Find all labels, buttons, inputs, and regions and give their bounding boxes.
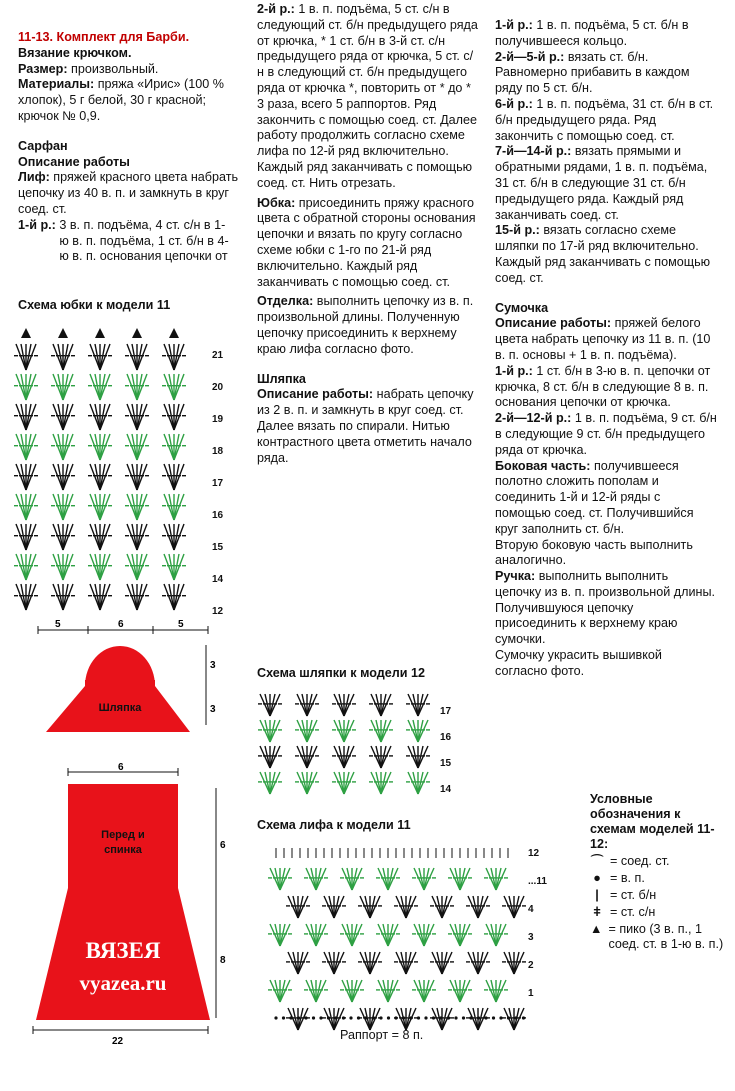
stitch-fan [14,584,38,610]
chain-dot [477,1016,480,1019]
row-number: 16 [440,732,452,743]
dress-dim-top: 6 [118,762,124,773]
stitch-fan [466,896,490,918]
stitch-fan [322,952,346,974]
stitch-fan [88,404,112,430]
stitch-fan [125,434,149,460]
chain-dot [334,1016,337,1019]
hat-work-label: Описание работы: [257,387,374,402]
hat-row1-text: 1 в. п. подъёма, 5 ст. б/н в получившееся кольцо. [495,18,689,48]
chain-dot [319,1016,322,1019]
legend-items [590,854,725,952]
row-number: 18 [212,446,224,457]
row-number: 17 [212,478,224,489]
bag-row1-label: 1-й р.: [495,363,533,378]
bag-handle-text: выполнить выполнить цепочку из в. п. произвольной длины. Получившуюся цепочку присоединить к верхнему краю сумочки. [495,569,715,647]
legend-text: = в. п. [610,871,645,885]
chain-dot [499,1016,502,1019]
legend-symbol-icon: ǂ [593,905,601,919]
sarafan-title: Сарфан [18,138,68,153]
stitch-fan [484,980,508,1002]
trim-text: выполнить цепочку из в. п. произвольной длины. Полученную цепочку присоединить к верхнему краю лифа согласно фото. [257,294,474,356]
row1-label: 1-й р.: [18,217,56,232]
chain-dot [492,1016,495,1019]
chain-dot [297,1016,300,1019]
stitch-fan [88,494,112,520]
stitch-fan [358,896,382,918]
row-number: 4 [528,904,534,915]
skirt-text: присоединить пряжу красного цвета с обратной стороны основания цепочки и вязать по кругу согласно схеме юбки с 1-го по 21-й ряд включительно. Каждый ряд заканчивать с помощью соед. ст. [257,195,476,289]
stitch-fan [268,980,292,1002]
stitch-fan [51,524,75,550]
chain-dot [484,1016,487,1019]
size-label: Размер: [18,61,68,76]
legend-item [590,888,725,903]
hat-row6-text: 1 в. п. подъёма, 31 ст. б/н в ст. б/н предыдущего ряда. Ряд закончить с помощью соед. ст. [495,96,714,143]
stitch-fan [268,868,292,890]
stitch-fan [162,464,186,490]
chain-dot [289,1016,292,1019]
stitch-fan [430,952,454,974]
hat-title: Шляпка [257,371,306,386]
stitch-fan [369,694,393,716]
stitch-fan [125,404,149,430]
stitch-fan [394,1008,418,1030]
stitch-fan [394,952,418,974]
legend [590,792,725,952]
stitch-fan [358,1008,382,1030]
chain-dot [447,1016,450,1019]
watermark-title: ВЯЗЕЯ [85,938,161,963]
materials-value: пряжа «Ирис» (100 % хлопок), 5 г белой, 30 г красной; крючок № 0,9. [18,77,224,123]
liff-label: Лиф: [18,170,50,185]
chain-dot [507,1016,510,1019]
legend-item [590,905,725,920]
stitch-fan [295,772,319,794]
row-number: 16 [212,510,224,521]
stitch-fan [369,720,393,742]
row-number: 12 [528,848,540,859]
stitch-fan [406,772,430,794]
bag-side-text: получившееся полотно сложить пополам и соединить 1-й и 12-й ряды с помощью соед. ст. Получившийся круг заполнить ст. б/н. [495,458,694,536]
bag-work-text: пряжей белого цвета набрать цепочку из 11 в. п. (10 в. п. основы + 1 в. п. подъёма). [495,316,711,362]
stitch-fan [412,868,436,890]
hat-label: Шляпка [98,702,142,714]
stitch-fan [322,896,346,918]
size-value: произвольный. [71,61,159,76]
stitch-fan [358,952,382,974]
stitch-fan [258,746,282,768]
hat-row714-text: вязать прямыми и обратными рядами, 1 в. п. подъёма, 31 ст. б/н в следующие 31 ст. б/н предыдущего ряда. Каждый ряд заканчивать соед. ст. [495,144,708,222]
stitch-fan [14,404,38,430]
stitch-fan [51,494,75,520]
stitch-fan [502,896,526,918]
row-number: 21 [212,350,224,361]
stitch-fan [14,344,38,370]
chain-dot [402,1016,405,1019]
chain-dot [349,1016,352,1019]
stitch-fan [332,746,356,768]
hat-row25-text: вязать ст. б/н. Равномерно прибавить в каждом ряду по 5 ст. б/н. [495,49,690,96]
stitch-fan [295,720,319,742]
stitch-fan [502,952,526,974]
stitch-fan [304,980,328,1002]
chain-dot [357,1016,360,1019]
chain-dot [304,1016,307,1019]
stitch-fan [162,434,186,460]
row2-text: 1 в. п. подъёма, 5 ст. с/н в следующий ст. б/н предыдущего ряда от крючка, * 1 ст. б/н в 3-й ст. с/н предыдущего ряда от крючка, 5 ст. с/н в следующий ст. б/н предыдущего ряда от крючка *, повторить от * до * 3 раза, всего 5 раппортов. Ряд закончить с помощью соед. ст. Далее работу продолжить согласно схеме лифа по 12-й ряд включительно. Каждый ряд заканчивать с помощью соед. ст. Нить отрезать. [257,2,478,190]
stitch-fan [125,464,149,490]
hat-dim-side-bottom: 3 [210,704,216,715]
skirt-scheme-caption: Схема юбки к модели 11 [18,298,171,312]
pattern-code: 11-13. Комплект для Барби. [18,30,190,44]
chain-dot [327,1016,330,1019]
stitch-fan [88,524,112,550]
legend-title: Условные обозначения к схемам моделей 11-12: [590,792,715,851]
row-number: 1 [528,988,534,999]
stitch-fan [286,896,310,918]
stitch-fan [14,524,38,550]
dress-label-1: Перед и [101,829,145,841]
materials-label: Материалы: [18,77,95,92]
chain-dot [424,1016,427,1019]
chain-dot [387,1016,390,1019]
stitch-fan [295,694,319,716]
legend-symbol-icon: ● [593,871,601,885]
row-number: 20 [212,382,224,393]
bag-side2-text: Вторую боковую часть выполнить аналогично. [495,537,693,568]
dress-dim-bottom: 22 [112,1036,124,1047]
stitch-fan [406,694,430,716]
stitch-fan [162,344,186,370]
stitch-fan [286,952,310,974]
hat-dim-right: 5 [178,619,184,630]
stitch-fan [484,868,508,890]
stitch-fan [125,374,149,400]
stitch-fan [88,584,112,610]
hat-shape [46,646,190,732]
legend-item [590,871,725,886]
stitch-fan [258,694,282,716]
chain-dot [522,1016,525,1019]
bag-work-label: Описание работы: [495,316,612,331]
bodice-scheme-caption: Схема лифа к модели 11 [257,818,411,832]
chain-dot [364,1016,367,1019]
chain-dot [514,1016,517,1019]
hat-dim-mid: 6 [118,619,124,630]
stitch-fan [340,924,364,946]
stitch-fan [51,584,75,610]
hat-dim-left: 5 [55,619,61,630]
stitch-fan [51,554,75,580]
chain-dot [409,1016,412,1019]
stitch-fan [430,896,454,918]
stitch-fan [125,584,149,610]
stitch-fan [51,464,75,490]
stitch-fan [88,344,112,370]
stitch-fan [394,896,418,918]
hat-row25-label: 2-й—5-й р.: [495,49,565,64]
stitch-fan [376,924,400,946]
column-middle [257,2,479,466]
bag-side-label: Боковая часть: [495,458,591,473]
hat-dim-side-top: 3 [210,660,216,671]
chain-dot [312,1016,315,1019]
stitch-fan [51,434,75,460]
stitch-fan [14,554,38,580]
dress-label-2: спинка [104,844,142,856]
stitch-fan [162,494,186,520]
stitch-fan [162,524,186,550]
stitch-fan [376,980,400,1002]
stitch-fan [268,924,292,946]
stitch-fan [162,374,186,400]
picot-icon [169,328,179,338]
bodice-diagram [258,840,558,1020]
stitch-fan [412,924,436,946]
stitch-fan [406,746,430,768]
column-left [18,30,240,265]
legend-item [590,854,725,869]
stitch-fan [448,980,472,1002]
chain-dot [462,1016,465,1019]
stitch-fan [376,868,400,890]
row-number: 14 [212,574,224,585]
chain-dot [274,1016,277,1019]
stitch-fan [466,952,490,974]
legend-symbol-icon: ▲ [590,922,603,936]
stitch-fan [448,868,472,890]
chain-dot [439,1016,442,1019]
picot-icon [95,328,105,338]
hat-row714-label: 7-й—14-й р.: [495,144,572,159]
legend-text: = пико (3 в. п., 1 соед. ст. в 1-ю в. п.) [608,922,724,951]
row-number: 2 [528,960,534,971]
stitch-fan [340,980,364,1002]
stitch-fan [125,344,149,370]
hat-row15-label: 15-й р.: [495,223,540,238]
chain-dot [454,1016,457,1019]
chain-dot [372,1016,375,1019]
stitch-fan [295,746,319,768]
stitch-fan [14,494,38,520]
stitch-fan [14,374,38,400]
row1-text: 3 в. п. подъёма, 4 ст. с/н в 1-ю в. п. подъёма, 1 ст. б/н в 4-ю в. п. основания цепочки от [59,217,229,264]
dress-dim-side-bottom: 8 [220,955,226,966]
stitch-fan [332,694,356,716]
stitch-fan [258,720,282,742]
stitch-fan [14,464,38,490]
dress-pattern [28,758,238,1048]
stitch-fan [332,772,356,794]
hat-row1-label: 1-й р.: [495,18,533,32]
stitch-fan [14,434,38,460]
legend-text: = ст. с/н [610,905,656,919]
watermark-url: vyazea.ru [79,971,167,995]
stitch-fan [125,554,149,580]
row-number: 15 [212,542,224,553]
column-right [495,18,717,680]
bag-row212-text: 1 в. п. подъёма, 9 ст. б/н в следующие 9 ст. б/н предыдущего ряда от крючка. [495,411,717,457]
stitch-fan [340,868,364,890]
stitch-fan [88,464,112,490]
legend-text: = ст. б/н [610,888,657,902]
row-number: 12 [212,606,224,617]
bag-title: Сумочка [495,300,549,315]
row-number: 3 [528,932,534,943]
hat-pattern [28,620,228,745]
stitch-fan [162,404,186,430]
sarafan-work-desc: Описание работы [18,154,130,169]
stitch-fan [162,554,186,580]
stitch-fan [484,924,508,946]
row-number: ...11 [528,876,547,887]
hat-scheme-caption: Схема шляпки к модели 12 [257,666,425,680]
picot-icon [132,328,142,338]
legend-item [590,922,725,952]
bag-handle-label: Ручка: [495,569,536,584]
chain-dot [394,1016,397,1019]
repeat-caption: Раппорт = 8 п. [340,1028,424,1042]
stitch-fan [448,924,472,946]
stitch-fan [162,584,186,610]
chain-dot [342,1016,345,1019]
chain-dot [469,1016,472,1019]
dress-dim-side-top: 6 [220,840,226,851]
stitch-fan [88,554,112,580]
skirt-label: Юбка: [257,195,296,210]
stitch-fan [369,746,393,768]
row-number: 19 [212,414,224,425]
row-number: 17 [440,706,452,717]
row2-label: 2-й р.: [257,2,295,16]
hat-row15-text: вязать согласно схеме шляпки по 17-й ряд включительно. Каждый ряд заканчивать с помощью соед. ст. [495,223,711,285]
bag-row1-text: 1 ст. б/н в 3-ю в. п. цепочки от крючка, 8 ст. б/н в следующие 8 в. п. основания цепочки от крючка. [495,363,711,410]
row-number: 14 [440,784,452,795]
skirt-diagram [14,320,244,617]
stitch-fan [369,772,393,794]
picot-icon [58,328,68,338]
chain-dot [417,1016,420,1019]
stitch-fan [304,924,328,946]
chain-dot [379,1016,382,1019]
stitch-fan [51,404,75,430]
stitch-fan [412,980,436,1002]
chain-dot [282,1016,285,1019]
trim-label: Отделка: [257,294,314,309]
stitch-fan [304,868,328,890]
stitch-fan [88,434,112,460]
stitch-fan [125,494,149,520]
picot-icon [21,328,31,338]
hat-row6-label: 6-й р.: [495,96,533,111]
stitch-fan [125,524,149,550]
liff-text: пряжей красного цвета набрать цепочку из 40 в. п. и замкнуть в круг соед. ст. [18,170,239,216]
stitch-fan [258,772,282,794]
hat-diagram [258,688,468,798]
stitch-fan [332,720,356,742]
hat-work-text: набрать цепочку из 2 в. п. и замкнуть в круг соед. ст. Далее вязать по спирали. Нитью контрастного цвета отметить начало ряда. [257,387,474,465]
technique: Вязание крючком. [18,45,132,60]
bag-row212-label: 2-й—12-й р.: [495,411,572,426]
stitch-fan [88,374,112,400]
stitch-fan [406,720,430,742]
stitch-fan [51,374,75,400]
legend-symbol-icon: ⌒ [590,854,604,868]
stitch-fan [51,344,75,370]
legend-symbol-icon: | [595,888,599,902]
bag-decor-text: Сумочку украсить вышивкой согласно фото. [495,648,662,678]
chain-dot [432,1016,435,1019]
row-number: 15 [440,758,452,769]
legend-text: = соед. ст. [610,854,670,868]
